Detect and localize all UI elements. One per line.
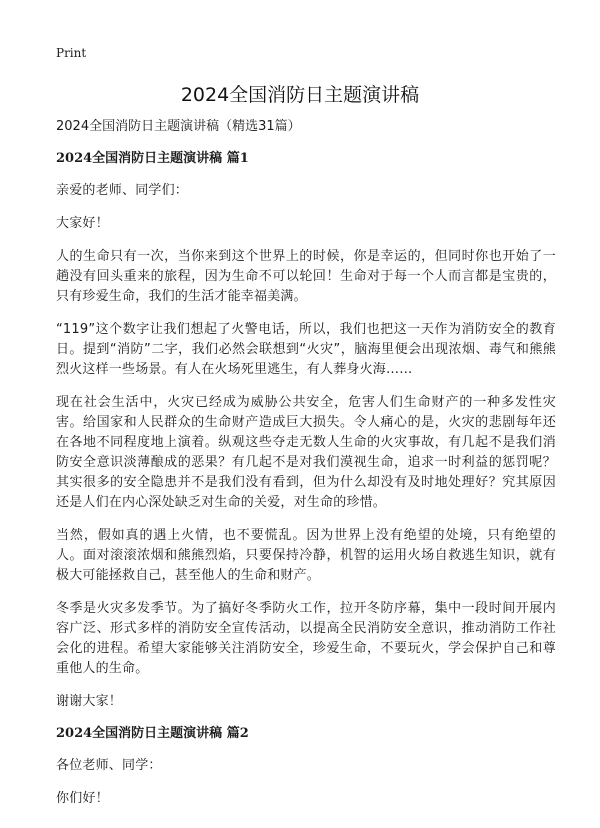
article-subtitle: 2024全国消防日主题演讲稿（精选31篇）	[56, 119, 301, 134]
salutation: 亲爱的老师、同学们：	[56, 183, 189, 198]
body-paragraph: “119”这个数字让我们想起了火警电话，所以，我们也把这一天作为消防安全的教育日。提到“消防”二字，我们必然会联想到“火灾”，脑海里便会出现浓烟、毒气和熊熊烈火这样一些场景。有人在火场死里逃生，有人葬身火海……	[56, 322, 556, 377]
print-link[interactable]: Print	[56, 46, 87, 60]
greeting: 大家好！	[56, 216, 109, 231]
page-title: 2024全国消防日主题演讲稿	[180, 84, 420, 106]
body-paragraph: 冬季是火灾多发季节。为了搞好冬季防火工作，拉开冬防序幕，集中一段时间开展内容广泛、形式多样的消防安全宣传活动，以提高全民消防安全意识，推动消防工作社会化的进程。希望大家能够关注消防安全，珍爱生命，不要玩火，学会保护自己和尊重他人的生命。	[56, 601, 556, 676]
closing: 谢谢大家！	[56, 694, 123, 709]
greeting: 你们好！	[56, 791, 109, 806]
body-paragraph: 人的生命只有一次，当你来到这个世界上的时候，你是幸运的，但同时你也开始了一趟没有回头重来的旅程，因为生命不可以轮回！生命对于每一个人而言都是宝贵的，只有珍爱生命，我们的生活才能幸福美满。	[56, 249, 556, 304]
section-heading-2: 2024全国消防日主题演讲稿 篇2	[56, 726, 249, 741]
article-body	[56, 118, 556, 822]
section-heading-1: 2024全国消防日主题演讲稿 篇1	[56, 151, 249, 166]
salutation: 各位老师、同学：	[56, 758, 162, 773]
body-paragraph: 当然，假如真的遇上火情，也不要慌乱。因为世界上没有绝望的处境，只有绝望的人。面对滚滚浓烟和熊熊烈焰，只要保持冷静，机智的运用火场自救逃生知识，就有极大可能拯救自己，甚至他人的生命和财产。	[56, 528, 556, 583]
body-paragraph: 现在社会生活中，火灾已经成为威胁公共安全，危害人们生命财产的一种多发性灾害。给国家和人民群众的生命财产造成巨大损失。令人痛心的是，火灾的悲剧每年还在各地不同程度地上演着。纵观这些夺走无数人生命的火灾事故，有几起不是我们消防安全意识淡薄酿成的恶果？有几起不是对我们漠视生命，追求一时利益的惩罚呢？其实很多的安全隐患并不是我们没有看到，但为什么却没有及时地处理好？究其原因还是人们在内心深处缺乏对生命的关爱，对生命的珍惜。	[56, 395, 556, 510]
